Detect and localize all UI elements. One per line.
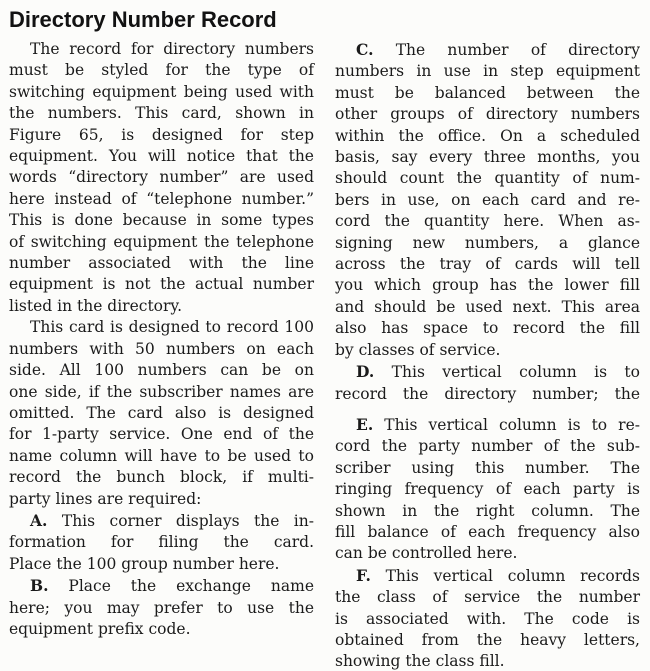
item-b-paragraph (9, 575, 314, 640)
card-design-paragraph (9, 317, 314, 510)
paragraph-lead-letter: B. (30, 576, 49, 596)
right-column (335, 6, 640, 671)
text-line: across the tray of cards will tell (335, 255, 640, 274)
text-line: This card is designed to record 100 (30, 318, 314, 337)
text-line: numbers in use in step equipment (335, 62, 640, 81)
text-line: D. This vertical column is to (356, 362, 640, 382)
text-line: side. All 100 numbers can be on (9, 361, 314, 380)
text-line: E. This vertical column is to re- (356, 414, 640, 434)
left-column (9, 6, 314, 671)
text-line: shown in the right column. The (335, 501, 640, 520)
text-line: ringing frequency of each party is (335, 480, 640, 499)
text-line: within the office. On a scheduled (335, 126, 640, 145)
paragraph-lead-letter: D. (356, 362, 375, 382)
paragraph-lead-letter: A. (30, 510, 48, 530)
text-line: name column will have to be used to (9, 446, 314, 465)
text-line: B. Place the exchange name (30, 576, 314, 596)
text-line: number associated with the line (9, 254, 314, 273)
text-line: must be styled for the type of (9, 61, 314, 80)
text-line: equipment. You will notice that the (9, 147, 314, 166)
text-line: basis, say every three months, you (335, 148, 640, 167)
text-line: numbers with 50 numbers on each (9, 339, 314, 358)
text-line: showing the class fill. (335, 652, 505, 671)
text-line: and should be used next. This area (335, 297, 640, 316)
text-line: F. This vertical column records (356, 565, 640, 585)
text-line: party lines are required: (9, 489, 202, 508)
intro-paragraph (9, 39, 314, 317)
text-line: record the directory number; the (335, 384, 640, 403)
paragraph-lead-letter: F. (356, 565, 371, 585)
item-e-paragraph (335, 414, 640, 565)
text-line: of switching equipment the telephone (9, 232, 314, 251)
text-line: also has space to record the fill (335, 319, 640, 338)
text-line: scriber using this number. The (335, 458, 640, 477)
paragraph-lead-letter: C. (356, 40, 374, 59)
text-line: you which group has the lower fill (335, 276, 640, 295)
text-line: the numbers. This card, shown in (9, 104, 314, 123)
text-line: omitted. The card also is designed (9, 403, 314, 422)
text-line: by classes of service. (335, 340, 501, 359)
text-line: Place the 100 group number here. (9, 554, 280, 573)
text-line: C. The number of directory (356, 40, 640, 59)
text-line: the class of service the number (335, 588, 640, 607)
text-line: obtained from the heavy letters, (335, 630, 640, 649)
text-line: fill balance of each frequency also (335, 522, 640, 541)
item-a-paragraph (9, 510, 314, 575)
text-line: should count the quantity of num- (335, 169, 640, 188)
right-column-text (335, 39, 640, 671)
text-line: here instead of “telephone number.” (9, 189, 314, 208)
text-line: equipment is not the actual number (9, 275, 314, 294)
text-line: words “directory number” are used (9, 168, 314, 187)
text-line: signing new numbers, a glance (335, 233, 640, 252)
item-f-paragraph (335, 565, 640, 671)
text-line: The record for directory numbers (30, 40, 314, 58)
text-line: switching equipment being used with (9, 82, 314, 101)
text-line: equipment prefix code. (9, 619, 191, 638)
text-line: Figure 65, is designed for step (9, 125, 314, 144)
text-line: bers in use, on each card and re- (335, 190, 640, 209)
text-line: for 1-party service. One end of the (9, 425, 314, 444)
paragraph-lead-letter: E. (356, 414, 374, 434)
text-line: one side, if the subscriber names are (9, 382, 314, 401)
text-line: here; you may prefer to use the (9, 598, 314, 617)
text-line: listed in the directory. (9, 296, 183, 315)
text-line: formation for filing the card. (9, 533, 314, 552)
left-column-text (9, 39, 314, 640)
text-line: cord the party number of the sub- (335, 437, 640, 456)
text-line: cord the quantity here. When as- (335, 212, 640, 231)
item-d-paragraph (335, 361, 640, 405)
text-line: can be controlled here. (335, 544, 518, 563)
text-line: record the bunch block, if multi- (9, 468, 314, 487)
page-title: Directory Number Record (9, 7, 277, 32)
text-line: This is done because in some types (9, 211, 314, 230)
text-line: must be balanced between the (335, 83, 640, 102)
text-line: A. This corner displays the in- (30, 510, 314, 530)
text-line: other groups of directory numbers (335, 105, 640, 124)
text-line: is associated with. The code is (335, 609, 640, 628)
item-c-paragraph (335, 39, 640, 361)
